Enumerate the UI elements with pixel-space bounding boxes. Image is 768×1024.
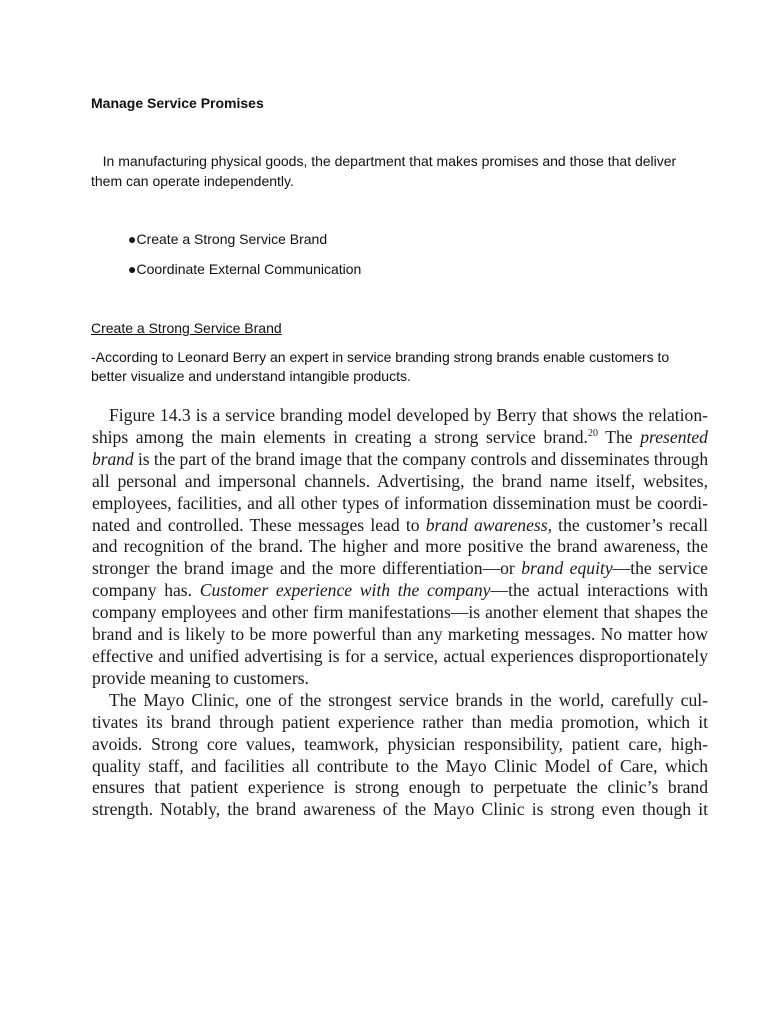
excerpt-line: ensures that patient experience is strong enough to perpetuate the clinic’s brand bbox=[92, 777, 708, 798]
bullet-item: ●Create a Strong Service Brand bbox=[128, 231, 328, 247]
excerpt-line: company has. Customer experience with the company—the actual interactions with bbox=[92, 580, 709, 601]
intro-text: In manufacturing physical goods, the department that makes promises and those that deliver them can operate independently. bbox=[91, 153, 677, 189]
excerpt-line: Figure 14.3 is a service branding model developed by Berry that shows the relation- bbox=[109, 405, 708, 425]
excerpt-line: brand is the part of the brand image that the company controls and disseminates through bbox=[92, 448, 709, 469]
excerpt-line: brand and is likely to be more powerful than any marketing messages. No matter how bbox=[92, 624, 708, 645]
excerpt-line: tivates its brand through patient experience rather than media promotion, which it bbox=[92, 711, 708, 732]
excerpt-line: effective and unified advertising is for a service, actual experiences disproportionately bbox=[92, 645, 708, 666]
subsection-heading: Create a Strong Service Brand bbox=[91, 320, 282, 336]
section-heading: Manage Service Promises bbox=[91, 95, 264, 111]
excerpt-line: ships among the main elements in creating a strong service brand.$^{20}$ The presented bbox=[92, 426, 708, 447]
excerpt-line: all personal and impersonal channels. Advertising, the brand name itself, websites, bbox=[92, 470, 708, 491]
excerpt-line: stronger the brand image and the more differentiation—or brand equity—the service bbox=[92, 558, 708, 579]
excerpt-line: employees, facilities, and all other types of information dissemination must be coordi- bbox=[92, 492, 708, 513]
excerpt-line: The Mayo Clinic, one of the strongest service brands in the world, carefully cul- bbox=[109, 689, 708, 710]
excerpt-line: and recognition of the brand. The higher and more positive the brand awareness, the bbox=[92, 536, 708, 557]
excerpt-line: quality staff, and facilities all contribute to the Mayo Clinic Model of Care, which bbox=[92, 755, 708, 776]
excerpt-line: company employees and other firm manifestations—is another element that shapes the bbox=[92, 602, 708, 623]
excerpt-paragraph-1 bbox=[92, 405, 708, 690]
excerpt-line: provide meaning to customers. bbox=[92, 667, 309, 688]
intro-paragraph bbox=[91, 151, 691, 191]
excerpt-line: nated and controlled. These messages lead to brand awareness, the customer’s recall bbox=[92, 514, 708, 535]
footnote-ref: 20 bbox=[587, 427, 598, 439]
bullet-item: ●Coordinate External Communication bbox=[128, 261, 362, 277]
berry-paragraph: -According to Leonard Berry an expert in service branding strong brands enable customers to better visualize and understand intangible products. bbox=[91, 349, 670, 384]
scanned-book-excerpt bbox=[92, 405, 708, 821]
excerpt-paragraph-2 bbox=[92, 690, 708, 821]
excerpt-line: avoids. Strong core values, teamwork, physician responsibility, patient care, high- bbox=[92, 733, 708, 754]
excerpt-line: strength. Notably, the brand awareness of the Mayo Clinic is strong even though it bbox=[92, 799, 708, 820]
